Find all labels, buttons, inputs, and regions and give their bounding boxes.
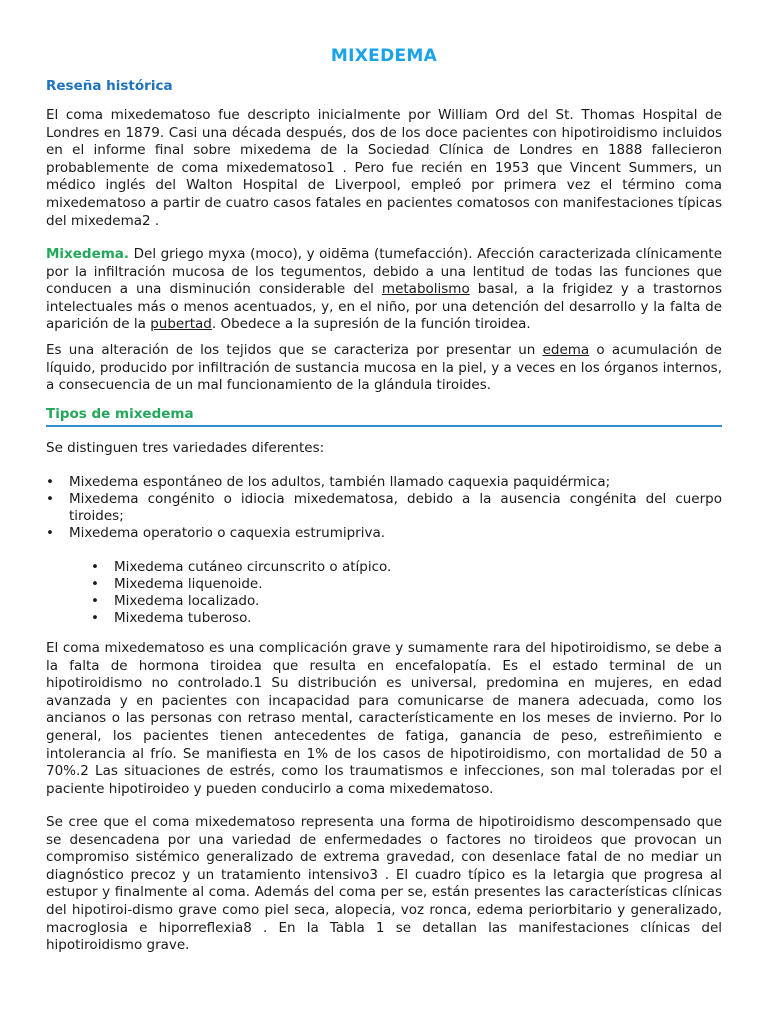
list-item: • Mixedema tuberoso. bbox=[91, 610, 722, 627]
paragraph-coma-2: Se cree que el coma mixedematoso representa una forma de hipotiroidismo descompensado que se desencadena por una variedad de enfermedades o factores no tiroideos que provocan un compromiso sistémico generalizado de extrema gravedad, con desenlace fatal de no mediar un diagnóstico precoz y un tratamiento intensivo3 . El cuadro típico es la letargia que progresa al estupor y finalmente al coma. Además del coma per se, están presentes las características clínicas del hipotiroi-dismo grave como piel seca, alopecia, voz ronca, edema periorbitario y generalizado, macroglosia e hiporreflexia8 . En la Tabla 1 se detallan las manifestaciones clínicas del hipotiroidismo grave. bbox=[46, 814, 722, 954]
definicion-text-1: Del griego myxa (moco), y oidēma (tumefacción). Afección caracterizada clínicamente por la infiltración mucosa de los tegumentos, debido a una lentitud de todas las funciones que conducen a una disminución considerable del bbox=[46, 246, 722, 298]
paragraph-coma-1: El coma mixedematoso es una complicación grave y sumamente rara del hipotiroidismo, se debe a la falta de hormona tiroidea que resulta en encefalopatía. Es el estado terminal de un hipotiroidismo no controlado.1 Su distribución es universal, predomina en mujeres, en edad avanzada y en pacientes con incapacidad para comunicarse de manera adecuada, como los ancianos o las personas con retraso mental, característicamente en los meses de invierno. Por lo general, los pacientes tienen antecedentes de fatiga, ganancia de peso, estreñimiento e intolerancia al frío. Se manifiesta en 1% de los casos de hipotiroidismo, con mortalidad de 50 a 70%.2 Las situaciones de estrés, como los traumatismos e infecciones, son mal toleradas por el paciente hipotiroideo y pueden conducirlo a coma mixedematoso. bbox=[46, 640, 722, 797]
term-mixedema: Mixedema. bbox=[46, 246, 130, 262]
list-item: • Mixedema liquenoide. bbox=[91, 576, 722, 593]
paragraph-historia: El coma mixedematoso fue descripto inicialmente por William Ord del St. Thomas Hospital de Londres en 1879. Casi una década después, dos de los doce pacientes con hipotiroidismo incluidos en el informe final sobre mixedema de la Sociedad Clínica de Londres en 1888 fallecieron probablemente de coma mixedematoso1 . Pero fue recién en 1953 que Vincent Summers, un médico inglés del Walton Hospital de Liverpool, empleó por primera vez el término coma mixedematoso a partir de cuatro casos fatales en pacientes comatosos con manifestaciones típicas del mixedema2 . bbox=[46, 107, 722, 229]
list-item: • Mixedema cutáneo circunscrito o atípico. bbox=[91, 559, 722, 576]
list-item: • Mixedema operatorio o caquexia estrumipriva. bbox=[46, 525, 722, 542]
section-divider bbox=[46, 425, 722, 427]
link-pubertad[interactable]: pubertad bbox=[150, 316, 212, 333]
section-heading-tipos: Tipos de mixedema bbox=[46, 406, 194, 422]
paragraph-alteracion bbox=[46, 342, 722, 395]
link-metabolismo[interactable]: metabolismo bbox=[381, 281, 470, 298]
list-item: • Mixedema localizado. bbox=[91, 593, 722, 610]
list-item: • Mixedema congénito o idiocia mixedematosa, debido a la ausencia congénita del cuerpo tiroides; bbox=[46, 491, 722, 525]
definicion-text-2: basal, a la frigidez y a trastornos intelectuales más o menos acentuados, y, en el niño, por una detención del desarrollo y la falta de aparición de la bbox=[46, 281, 722, 333]
link-edema[interactable]: edema bbox=[542, 342, 590, 358]
list-item: • Mixedema espontáneo de los adultos, también llamado caquexia paquidérmica; bbox=[46, 474, 722, 491]
alteracion-text-1: Es una alteración de los tejidos que se caracteriza por presentar un bbox=[46, 342, 543, 358]
definicion-text-3: . Obedece a la supresión de la función tiroidea. bbox=[211, 316, 531, 333]
page-title: MIXEDEMA bbox=[330, 46, 438, 66]
subtipos-list bbox=[91, 559, 722, 627]
paragraph-definicion bbox=[46, 246, 722, 334]
tipos-intro: Se distinguen tres variedades diferentes: bbox=[46, 440, 325, 456]
variedades-list bbox=[46, 474, 722, 542]
alteracion-text-2: o acumulación de líquido, producido por infiltración de sustancia mucosa en la piel, y a veces en los órganos internos, a consecuencia de un mal funcionamiento de la glándula tiroides. bbox=[46, 342, 722, 394]
section-heading-historia: Reseña histórica bbox=[46, 78, 173, 94]
